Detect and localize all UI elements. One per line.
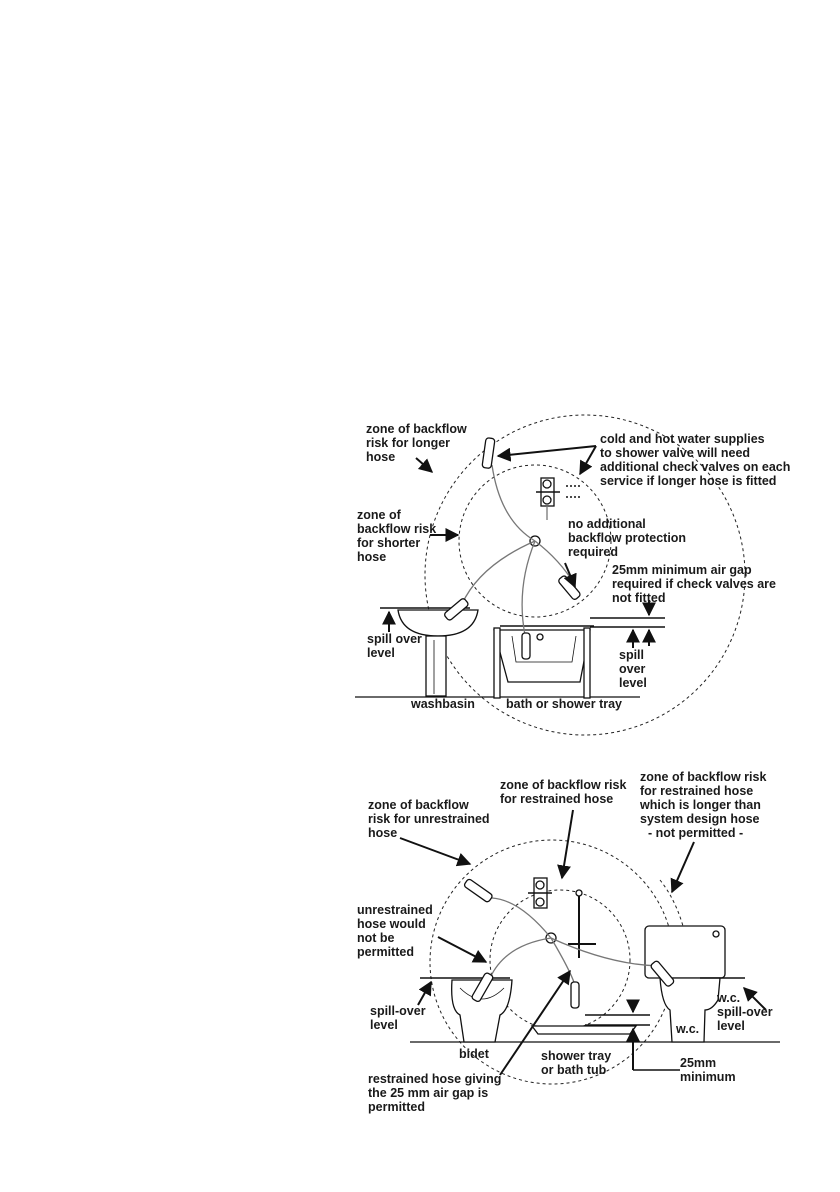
shower-tray [532, 1026, 636, 1034]
diagram-shower-bath [355, 415, 794, 735]
label-wc-spill-over: w.c. spill-over level [717, 991, 773, 1033]
shower-head-upper-left [463, 878, 493, 903]
bath [494, 626, 594, 698]
label-zone-longer-restrained: zone of backflow risk for restrained hose which is longer than system design hose - not permitted - [640, 770, 767, 840]
hose-longer [492, 465, 535, 541]
shower-rail-top [576, 890, 582, 896]
arrow-zone-longer [416, 458, 432, 472]
shower-head-tray [571, 982, 579, 1008]
zone-circle-restrained [490, 890, 630, 1030]
arrow-zone-restrained [562, 810, 573, 878]
label-zone-shorter-hose: zone of backflow risk for shorter hose [357, 508, 437, 564]
label-bath-shower-tray: bath or shower tray [506, 697, 622, 711]
label-cold-hot-supplies: cold and hot water supplies to shower valve will need additional check valves on each service if longer hose is fitted [600, 432, 791, 488]
diagram-bidet-wc [357, 770, 780, 1114]
arrow-cold-hot-1 [498, 446, 596, 456]
label-unrestrained-not-permitted: unrestrained hose would not be permitted [357, 903, 433, 959]
hose-to-wc [551, 938, 660, 966]
label-zone-restrained: zone of backflow risk for restrained hose [500, 778, 627, 806]
hose-restrained [551, 938, 575, 985]
shower-head-bath [522, 633, 530, 659]
label-zone-unrestrained: zone of backflow risk for unrestrained hose [368, 798, 490, 840]
hose-to-bidet [490, 938, 551, 978]
shower-valve [536, 478, 580, 520]
arrow-cold-hot-2 [580, 446, 596, 474]
hose-to-basin [462, 541, 535, 604]
label-washbasin: washbasin [411, 697, 475, 711]
hose-to-bath [522, 541, 535, 640]
label-wc: w.c. [676, 1022, 700, 1036]
arrow-zone-longer-restrained [672, 842, 694, 892]
shower-head-top [482, 438, 495, 469]
arrow-unrestrained-not [438, 937, 486, 962]
shower-head-right [558, 575, 582, 601]
label-no-additional: no additional backflow protection required [568, 517, 687, 559]
label-spill-over-left: spill over level [367, 632, 422, 660]
label-zone-longer-hose: zone of backflow risk for longer hose [366, 422, 467, 464]
label-air-gap: 25mm minimum air gap required if check valves are not fitted [612, 563, 776, 605]
label-spill-over-bidet: spill-over level [370, 1004, 426, 1032]
arrow-zone-unrestrained [400, 838, 470, 864]
label-25mm-minimum: 25mm minimum [680, 1056, 736, 1084]
label-restrained-giving-gap: restrained hose giving the 25 mm air gap is permitted [368, 1072, 502, 1114]
arrow-spill-bidet [418, 982, 431, 1005]
label-shower-tray: shower tray or bath tub [541, 1049, 612, 1077]
washbasin [398, 610, 478, 696]
label-spill-over-right: spill over level [619, 648, 647, 690]
label-bidet: bidet [459, 1047, 489, 1061]
shower-valve-2 [528, 878, 552, 908]
